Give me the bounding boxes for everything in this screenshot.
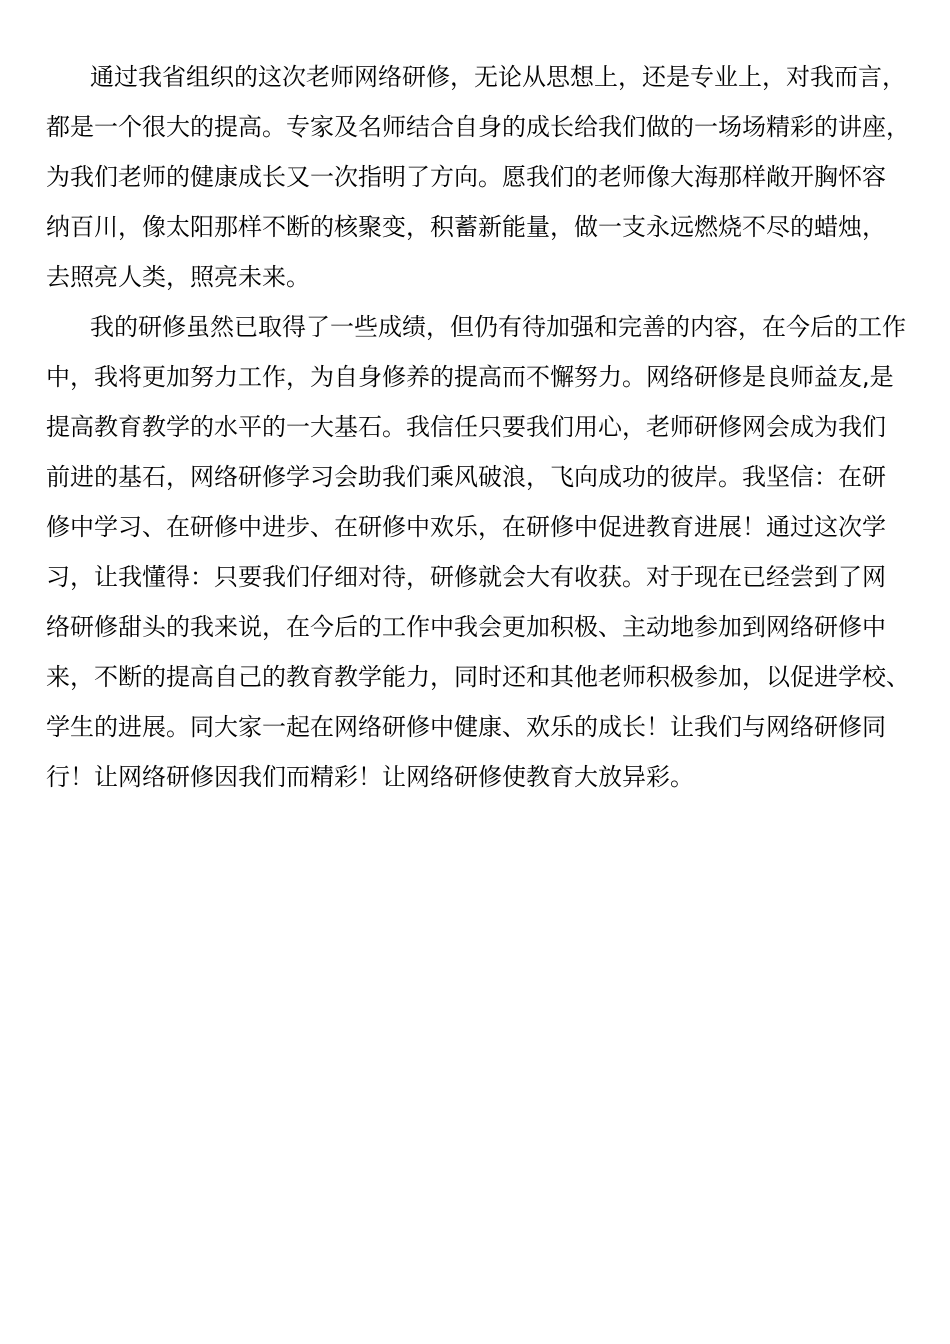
paragraph-line: 来，不断的提高自己的教育教学能力，同时还和其他老师积极参加，以促进学校、 (46, 663, 910, 691)
paragraph-line: 纳百川，像太阳那样不断的核聚变，积蓄新能量，做一支永远燃烧不尽的蜡烛， (46, 213, 886, 241)
paragraph-2 (46, 302, 910, 802)
paragraph-line: 学生的进展。同大家一起在网络研修中健康、欢乐的成长！让我们与网络研修同 (46, 713, 886, 741)
paragraph-line: 都是一个很大的提高。专家及名师结合自身的成长给我们做的一场场精彩的讲座， (46, 113, 910, 141)
paragraph-line: 行！让网络研修因我们而精彩！让网络研修使教育大放异彩。 (46, 763, 694, 791)
paragraph-line: 习，让我懂得：只要我们仔细对待，研修就会大有收获。对于现在已经尝到了网 (46, 563, 886, 591)
paragraph-line: 中，我将更加努力工作，为自身修养的提高而不懈努力。网络研修是良师益友,是 (46, 363, 894, 391)
paragraph-line: 去照亮人类，照亮未来。 (46, 263, 310, 291)
paragraph-line: 提高教育教学的水平的一大基石。我信任只要我们用心，老师研修网会成为我们 (46, 413, 886, 441)
paragraph-line: 通过我省组织的这次老师网络研修，无论从思想上，还是专业上，对我而言， (90, 63, 906, 91)
paragraph-line: 为我们老师的健康成长又一次指明了方向。愿我们的老师像大海那样敞开胸怀容 (46, 163, 886, 191)
paragraph-1 (46, 52, 910, 302)
paragraph-line: 络研修甜头的我来说，在今后的工作中我会更加积极、主动地参加到网络研修中 (46, 613, 886, 641)
paragraph-line: 修中学习、在研修中进步、在研修中欢乐，在研修中促进教育进展！通过这次学 (46, 513, 886, 541)
paragraph-line: 前进的基石，网络研修学习会助我们乘风破浪，飞向成功的彼岸。我坚信：在研 (46, 463, 886, 491)
document-body (46, 52, 910, 802)
paragraph-line: 我的研修虽然已取得了一些成绩，但仍有待加强和完善的内容，在今后的工作 (90, 313, 906, 341)
